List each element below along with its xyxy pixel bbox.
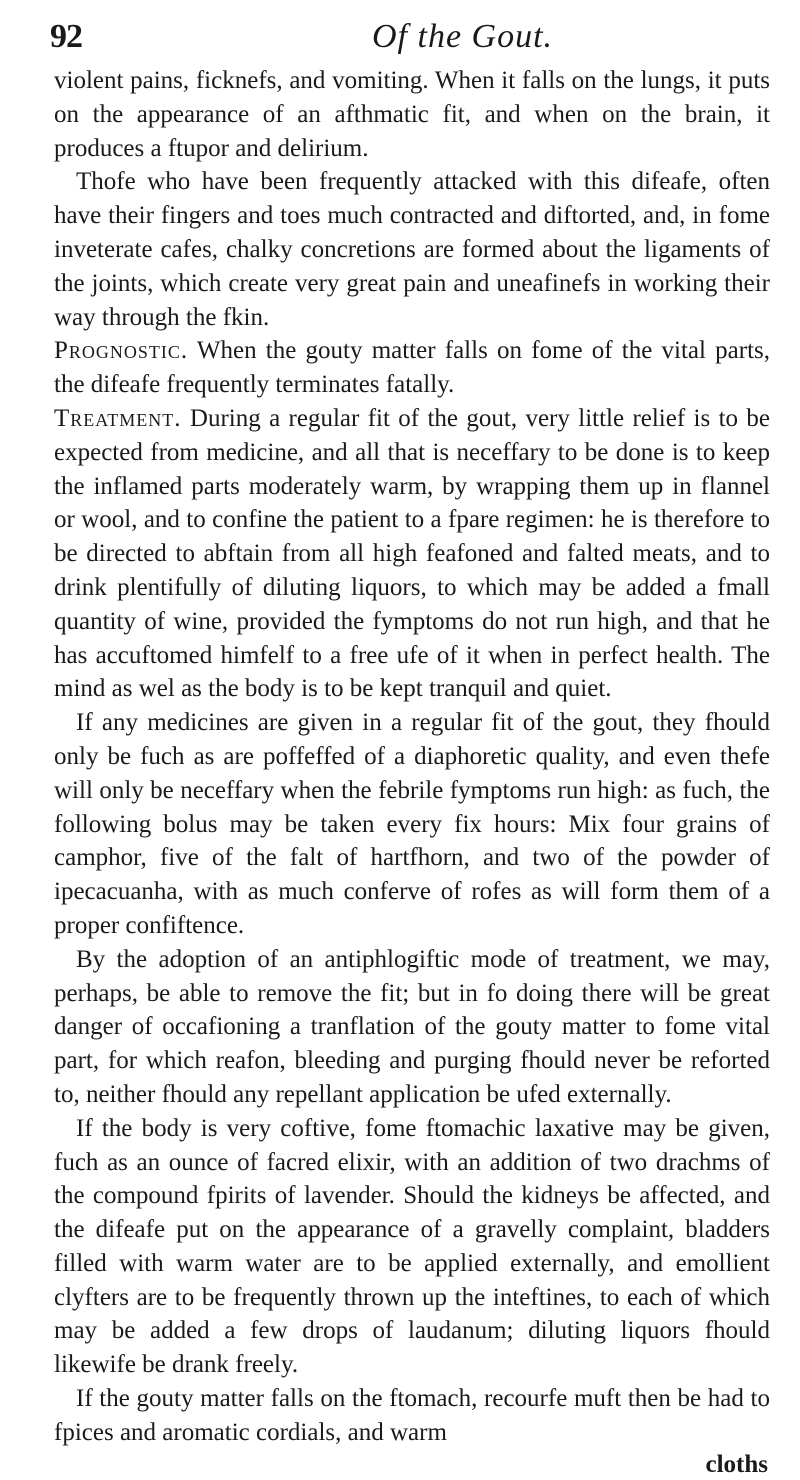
paragraph-medicines bbox=[54, 706, 770, 943]
body-text bbox=[54, 64, 770, 1450]
paragraph-text: By the adoption of an antiphlogiftic mode of treatment, we may, perhaps, be able to remove the fit; but in fo doing there will be great danger of occafioning a tranflation of the gouty matter to fome vital part, for which reafon, bleeding and purging fhould never be reforted to, neither fhould any repellant application be ufed externally. bbox=[54, 945, 770, 1108]
paragraph-text: If any medicines are given in a regular fit of the gout, they fhould only be fuch as are poffeffed of a diaphoretic quality, and even thefe will only be neceffary when the febrile fymptoms run high: as fuch, the following bolus may be taken every fix hours: Mix four grains of camphor, five of the falt of hartfhorn, and two of the powder of ipecacuanha, with as much conferve of rofes as will form them of a proper confiftence. bbox=[54, 709, 770, 939]
paragraph-text: During a regular fit of the gout, very little relief is to be expected from medicine, and all that is neceffary to be done is to keep the inflamed parts moderately warm, by wrapping them up in flannel or wool, and to confine the patient to a fpare regimen: he is therefore to be directed to abftain from all high feafoned and falted meats, and to drink plentifully of diluting liquors, to which may be added a fmall quantity of wine, provided the fymptoms do not run high, and that he has accuftomed himfelf to a free ufe of it when in perfect health. The mind as wel as the body is to be kept tranquil and quiet. bbox=[54, 404, 770, 703]
paragraph-text: If the body is very coftive, fome ftomachic laxative may be given, fuch as an ounce of facred elixir, with an addition of two drachms of the compound fpirits of lavender. Should the kidneys be affected, and the difeafe put on the appearance of a gravelly complaint, bladders filled with warm water are to be applied externally, and emollient clyfters are to be frequently thrown up the inteftines, to each of which may be added a few drops of laudanum; diluting liquors fhould likewife be drank freely. bbox=[54, 1114, 770, 1379]
paragraph-antiphlogistic bbox=[54, 943, 770, 1112]
paragraph-prognostic bbox=[54, 334, 770, 402]
paragraph-treatment bbox=[54, 402, 770, 706]
running-head bbox=[50, 10, 770, 64]
section-lead-treatment: Treatment. bbox=[54, 404, 182, 432]
paragraph-text: Thofe who have been frequently attacked with this difeafe, often have their fingers and toes much contracted and diftorted, and, in fome inveterate cafes, chalky concretions are formed about the ligaments of the joints, which create very great pain and uneafinefs in working their way through the fkin. bbox=[54, 168, 770, 331]
paragraph-text: When the gouty matter falls on fome of the vital parts, the difeafe frequently terminates fatally. bbox=[54, 337, 770, 399]
page-number: 92 bbox=[50, 18, 82, 55]
paragraph-stomach bbox=[54, 1382, 770, 1450]
paragraph-text: If the gouty matter falls on the ftomach, recourfe muft then be had to fpices and aromatic cordials, and warm bbox=[54, 1385, 770, 1446]
paragraph-costive bbox=[54, 1112, 770, 1382]
running-title: Of the Gout. bbox=[372, 18, 554, 55]
paragraph-text: violent pains, ficknefs, and vomiting. When it falls on the lungs, it puts on the appearance of an afthmatic fit, and when on the brain, it produces a ftupor and delirium. bbox=[54, 67, 770, 162]
catchword: cloths bbox=[705, 1450, 768, 1478]
paragraph-continuation bbox=[54, 64, 770, 165]
paragraph-chalky-concretions bbox=[54, 165, 770, 334]
section-lead-prognostic: Prognostic. bbox=[54, 337, 189, 365]
